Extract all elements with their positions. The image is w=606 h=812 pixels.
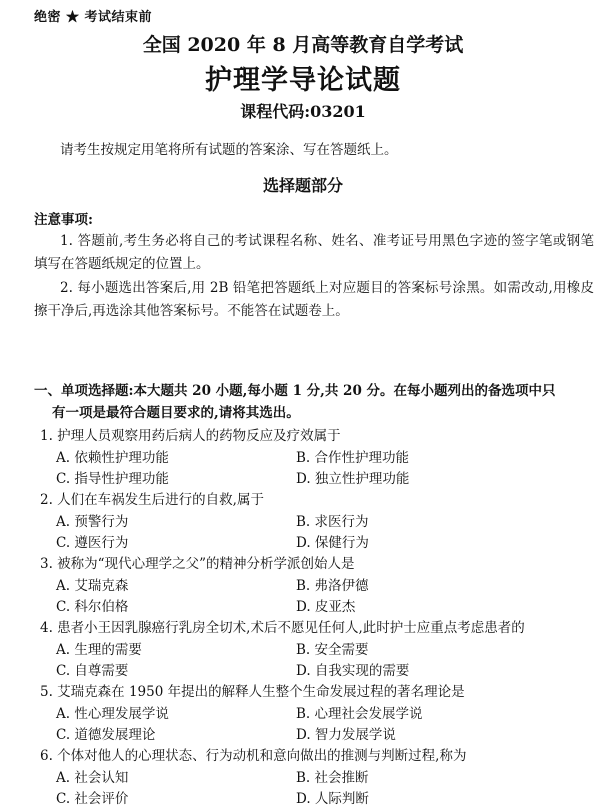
question-option: C. 指导性护理功能 xyxy=(56,471,169,487)
question-option: B. 心理社会发展学说 xyxy=(296,706,423,722)
question-stem: 6. 个体对他人的心理状态、行为动机和意向做出的推测与判断过程,称为 xyxy=(40,748,467,764)
question-option: B. 安全需要 xyxy=(296,642,369,658)
exam-title: 全国 2020 年 8 月高等教育自学考试 xyxy=(142,34,464,56)
part-title: 选择题部分 xyxy=(262,176,343,195)
question-option: A. 社会认知 xyxy=(56,770,129,786)
question-option: D. 保健行为 xyxy=(296,535,369,551)
question-option: C. 自尊需要 xyxy=(56,663,129,679)
question-option: D. 人际判断 xyxy=(296,791,369,807)
subject-title: 护理学导论试题 xyxy=(205,65,401,96)
question-option: A. 生理的需要 xyxy=(56,642,142,658)
question-option: A. 性心理发展学说 xyxy=(56,706,169,722)
question-option: D. 独立性护理功能 xyxy=(296,471,410,487)
question-stem: 4. 患者小王因乳腺癌行乳房全切术,术后不愿见任何人,此时护士应重点考虑患者的 xyxy=(40,620,525,636)
question-option: D. 皮亚杰 xyxy=(296,599,356,615)
notes-heading: 注意事项: xyxy=(34,212,93,228)
course-code: 课程代码:03201 xyxy=(240,102,366,121)
question-option: C. 社会评价 xyxy=(56,791,129,807)
question-option: C. 科尔伯格 xyxy=(56,599,129,615)
section-heading-line: 一、单项选择题:本大题共 20 小题,每小题 1 分,共 20 分。在每小题列出的备选项中只 xyxy=(34,383,556,399)
question-option: B. 求医行为 xyxy=(296,514,369,530)
question-option: A. 预警行为 xyxy=(56,514,129,530)
question-option: D. 自我实现的需要 xyxy=(296,663,410,679)
confidential-label: 绝密 ★ 考试结束前 xyxy=(34,10,153,25)
question-option: B. 合作性护理功能 xyxy=(296,450,410,466)
question-option: C. 遵医行为 xyxy=(56,535,129,551)
question-option: A. 依赖性护理功能 xyxy=(56,450,169,466)
section-heading-line: 有一项是最符合题目要求的,请将其选出。 xyxy=(52,405,300,421)
question-option: A. 艾瑞克森 xyxy=(56,578,129,594)
question-stem: 3. 被称为“现代心理学之父”的精神分析学派创始人是 xyxy=(40,556,355,572)
section-heading xyxy=(34,380,594,424)
question-stem: 1. 护理人员观察用药后病人的药物反应及疗效属于 xyxy=(40,428,341,444)
note-item: 1. 答题前,考生务必将自己的考试课程名称、姓名、准考证号用黑色字迹的签字笔或钢笔填写在答题纸规定的位置上。 xyxy=(34,233,594,272)
note-item: 2. 每小题选出答案后,用 2B 铅笔把答题纸上对应题目的答案标号涂黑。如需改动,用橡皮擦干净后,再选涂其他答案标号。不能答在试题卷上。 xyxy=(34,280,594,319)
question-stem: 5. 艾瑞克森在 1950 年提出的解释人生整个生命发展过程的著名理论是 xyxy=(40,684,465,700)
question-option: C. 道德发展理论 xyxy=(56,727,156,743)
question-option: B. 弗洛伊德 xyxy=(296,578,369,594)
answer-instruction: 请考生按规定用笔将所有试题的答案涂、写在答题纸上。 xyxy=(60,142,398,158)
question-option: B. 社会推断 xyxy=(296,770,369,786)
question-option: D. 智力发展学说 xyxy=(296,727,396,743)
question-stem: 2. 人们在车祸发生后进行的自救,属于 xyxy=(40,492,264,508)
